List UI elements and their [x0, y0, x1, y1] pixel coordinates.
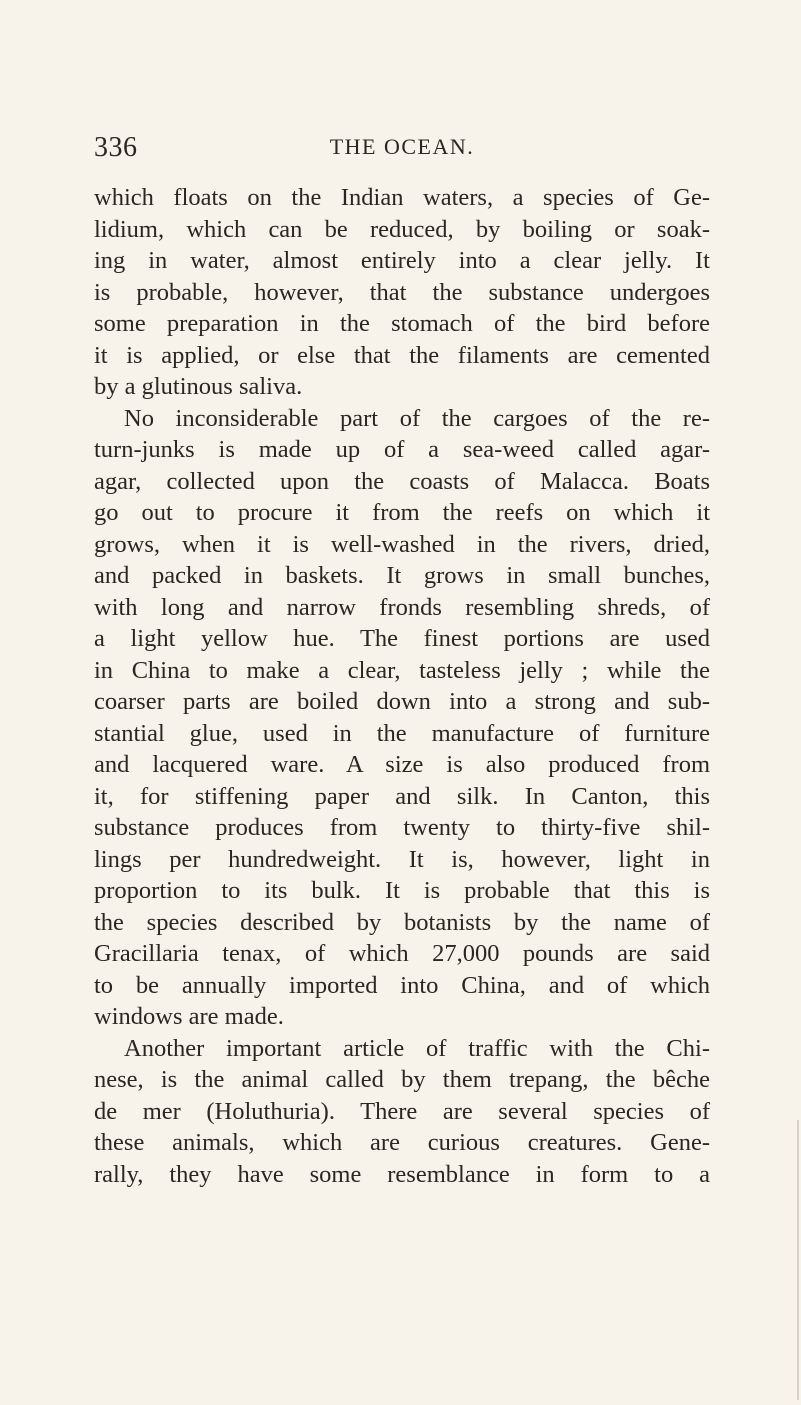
text-line: to be annually imported into China, and of which: [94, 971, 710, 999]
text-line: which floats on the Indian waters, a species of Ge-: [94, 184, 710, 211]
text-line: turn-junks is made up of a sea-weed called agar-: [94, 436, 710, 463]
text-line: and lacquered ware. A size is also produced from: [94, 751, 710, 778]
text-line: coarser parts are boiled down into a strong and sub-: [94, 688, 710, 715]
body-text: [94, 182, 710, 1190]
text-line: some preparation in the stomach of the bird before: [94, 310, 710, 337]
text-line: it, for stiffening paper and silk. In Canton, this: [94, 782, 710, 810]
text-line: the species described by botanists by the name of: [94, 908, 710, 936]
text-line: it is applied, or else that the filaments are cemented: [94, 341, 710, 369]
text-line: Another important article of traffic with the Chi-: [124, 1034, 710, 1062]
text-line: windows are made.: [94, 1003, 284, 1030]
text-line: proportion to its bulk. It is probable that this is: [94, 877, 710, 904]
running-title: THE OCEAN.: [329, 134, 475, 159]
text-line: by a glutinous saliva.: [94, 373, 303, 400]
text-line: with long and narrow fronds resembling shreds, of: [94, 593, 710, 621]
text-line: grows, when it is well-washed in the rivers, dried,: [94, 530, 710, 558]
text-line: is probable, however, that the substance undergoes: [94, 278, 710, 306]
page-header: [94, 132, 710, 168]
text-line: in China to make a clear, tasteless jelly ; while the: [94, 656, 710, 684]
text-line: go out to procure it from the reefs on which it: [94, 499, 710, 526]
text-line: agar, collected upon the coasts of Malacca. Boats: [94, 467, 710, 495]
page-edge-shadow: [797, 1120, 799, 1400]
text-line: stantial glue, used in the manufacture of furniture: [94, 719, 710, 747]
text-line: rally, they have some resemblance in form to a: [94, 1160, 710, 1188]
text-line: No inconsiderable part of the cargoes of the re-: [124, 404, 710, 432]
text-line: substance produces from twenty to thirty-five shil-: [94, 814, 710, 841]
text-line: Gracillaria tenax, of which 27,000 pounds are said: [94, 940, 710, 967]
text-line: and packed in baskets. It grows in small bunches,: [94, 562, 710, 589]
text-line: lings per hundredweight. It is, however, light in: [94, 845, 710, 873]
text-line: de mer (Holuthuria). There are several species of: [94, 1097, 710, 1125]
text-line: nese, is the animal called by them trepang, the bêche: [94, 1066, 710, 1093]
text-line: ing in water, almost entirely into a clear jelly. It: [94, 247, 710, 274]
text-line: these animals, which are curious creatures. Gene-: [94, 1129, 710, 1156]
page-number: 336: [94, 132, 138, 163]
text-line: a light yellow hue. The finest portions are used: [94, 625, 710, 652]
text-line: lidium, which can be reduced, by boiling or soak-: [94, 215, 710, 243]
